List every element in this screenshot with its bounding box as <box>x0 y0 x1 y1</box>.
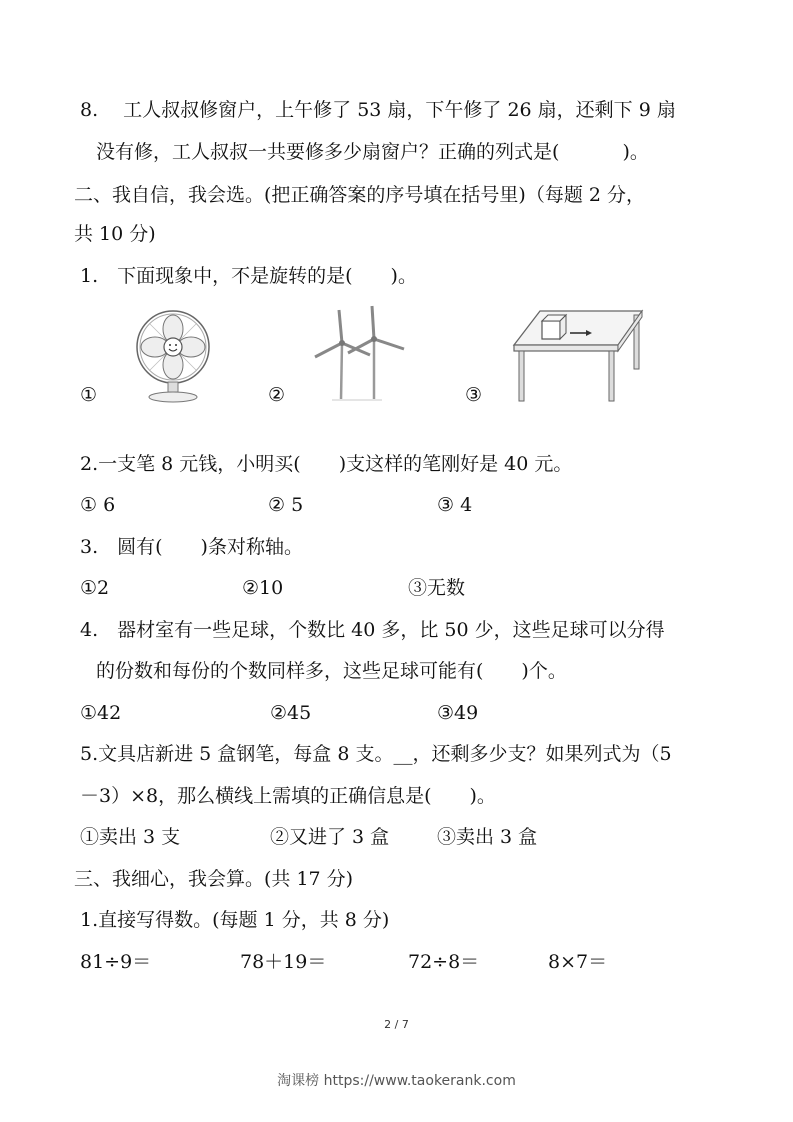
s2-q4-line2: 的份数和每份的个数同样多，这些足球可能有( )个。 <box>96 660 567 682</box>
s2-q3-option1: ①2 <box>80 577 110 599</box>
calc-item: 78＋19＝ <box>240 951 327 973</box>
page-number: 2 / 7 <box>384 1018 409 1031</box>
s2-q2-option1: ① 6 <box>80 494 116 516</box>
s2-q5-option3: ③卖出 3 盒 <box>437 826 538 848</box>
wind-turbine-image <box>312 305 412 405</box>
s2-q4-option1: ①42 <box>80 702 122 724</box>
table-box-image <box>510 305 645 405</box>
s2-q1-option1: ① <box>80 384 98 406</box>
s2-q3-option2: ②10 <box>242 577 284 599</box>
s2-q4-option3: ③49 <box>437 702 479 724</box>
s2-q1-text: 1. 下面现象中，不是旋转的是( )。 <box>80 265 417 287</box>
footer-website: 淘课榜 https://www.taokerank.com <box>277 1073 516 1089</box>
q8-line1: 8. 工人叔叔修窗户，上午修了 53 扇，下午修了 26 扇，还剩下 9 扇 <box>80 99 676 121</box>
s3-q1-text: 1.直接写得数。(每题 1 分，共 8 分) <box>80 909 390 931</box>
s2-q5-line1: 5.文具店新进 5 盒钢笔，每盒 8 支。__，还剩多少支？如果列式为（5 <box>80 743 672 765</box>
s2-q5-line2: －3）×8，那么横线上需填的正确信息是( )。 <box>80 785 496 807</box>
section3-header: 三、我细心，我会算。(共 17 分) <box>74 868 354 890</box>
s2-q5-option1: ①卖出 3 支 <box>80 826 181 848</box>
q8-line2: 没有修，工人叔叔一共要修多少扇窗户？正确的列式是( )。 <box>96 141 649 163</box>
s2-q4-line1: 4. 器材室有一些足球，个数比 40 多，比 50 少，这些足球可以分得 <box>80 619 665 641</box>
calc-item: 81÷9＝ <box>80 951 152 973</box>
section2-header-line2: 共 10 分) <box>74 223 156 245</box>
s2-q3-text: 3. 圆有( )条对称轴。 <box>80 536 303 558</box>
s2-q3-option3: ③无数 <box>408 577 466 599</box>
s2-q1-option2: ② <box>268 384 286 406</box>
s2-q2-text: 2.一支笔 8 元钱，小明买( )支这样的笔刚好是 40 元。 <box>80 453 573 475</box>
s2-q2-option3: ③ 4 <box>437 494 473 516</box>
s2-q2-option2: ② 5 <box>268 494 304 516</box>
s2-q1-option3: ③ <box>465 384 483 406</box>
calc-item: 8×7＝ <box>548 951 608 973</box>
s2-q5-option2: ②又进了 3 盒 <box>270 826 390 848</box>
s2-q4-option2: ②45 <box>270 702 312 724</box>
fan-image <box>128 305 218 405</box>
section2-header-line1: 二、我自信，我会选。(把正确答案的序号填在括号里)（每题 2 分， <box>74 184 645 206</box>
calc-item: 72÷8＝ <box>408 951 480 973</box>
